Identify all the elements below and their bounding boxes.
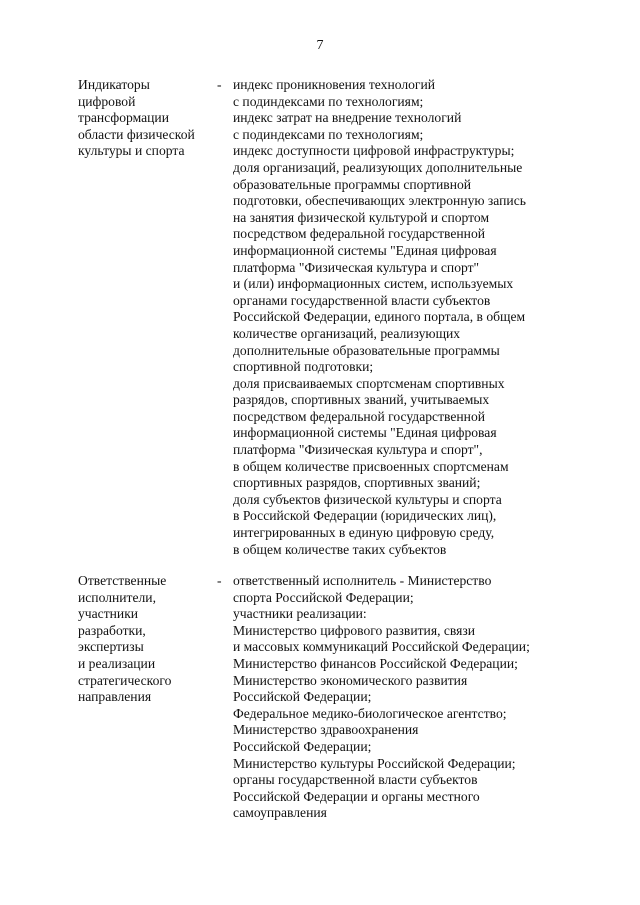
content-line: разрядов, спортивных званий, учитываемых xyxy=(233,392,490,408)
content-line: ответственный исполнитель - Министерство xyxy=(233,573,492,588)
indicators-label xyxy=(78,77,206,160)
content-line: органы государственной власти субъектов xyxy=(233,772,478,788)
content-line: Министерство экономического развития xyxy=(233,672,468,688)
label-line: направления xyxy=(78,689,152,705)
separator-dash: - xyxy=(217,573,222,588)
content-line: индекс затрат на внедрение технологий xyxy=(233,110,462,126)
content-line: индекс доступности цифровой инфраструктуры; xyxy=(233,143,515,159)
content-line: посредством федеральной государственной xyxy=(233,408,486,424)
label-line: участники xyxy=(78,606,139,622)
indicators-content xyxy=(233,77,593,558)
content-line: Министерство финансов Российской Федерации; xyxy=(233,655,518,671)
content-line: образовательные программы спортивной xyxy=(233,176,472,192)
content-line: доля присваиваемых спортсменам спортивных xyxy=(233,375,505,391)
page-number: 7 xyxy=(316,38,324,53)
content-line: посредством федеральной государственной xyxy=(233,226,486,242)
label-line: трансформации xyxy=(78,110,169,126)
content-line: и (или) информационных систем, используемых xyxy=(233,276,514,292)
content-line: с подиндексами по технологиям; xyxy=(233,126,424,142)
content-line: индекс проникновения технологий xyxy=(233,77,436,92)
label-line: области физической xyxy=(78,126,195,142)
content-line: платформа "Физическая культура и спорт" xyxy=(233,259,480,275)
label-line: Индикаторы xyxy=(78,77,150,92)
content-line: спортивной подготовки; xyxy=(233,359,374,375)
content-line: Российской Федерации, единого портала, в общем xyxy=(233,309,526,325)
label-line: разработки, xyxy=(78,622,146,638)
content-line: Министерство здравоохранения xyxy=(233,722,419,738)
content-line: Российской Федерации; xyxy=(233,738,372,754)
content-line: дополнительные образовательные программы xyxy=(233,342,500,358)
content-line: с подиндексами по технологиям; xyxy=(233,93,424,109)
responsible-content xyxy=(233,573,593,822)
content-line: в общем количестве таких субъектов xyxy=(233,541,447,557)
content-line: платформа "Физическая культура и спорт", xyxy=(233,442,483,458)
content-line: Российской Федерации и органы местного xyxy=(233,788,480,804)
content-line: и массовых коммуникаций Российской Федерации; xyxy=(233,639,530,655)
responsible-label xyxy=(78,573,206,706)
label-line: и реализации xyxy=(78,655,156,671)
content-line: Министерство культуры Российской Федерации; xyxy=(233,755,516,771)
content-line: в Российской Федерации (юридических лиц), xyxy=(233,508,497,524)
content-line: количестве организаций, реализующих xyxy=(233,325,461,341)
content-line: спорта Российской Федерации; xyxy=(233,589,414,605)
content-line: спортивных разрядов, спортивных званий; xyxy=(233,475,481,491)
content-line: Федеральное медико-биологическое агентство; xyxy=(233,705,507,721)
content-line: подготовки, обеспечивающих электронную запись xyxy=(233,193,526,209)
label-line: исполнители, xyxy=(78,589,156,605)
content-line: в общем количестве присвоенных спортсменам xyxy=(233,458,509,474)
separator-dash: - xyxy=(217,77,222,92)
label-line: Ответственные xyxy=(78,573,167,588)
content-line: самоуправления xyxy=(233,805,327,821)
content-line: интегрированных в единую цифровую среду, xyxy=(233,525,495,541)
label-line: цифровой xyxy=(78,93,136,109)
label-line: культуры и спорта xyxy=(78,143,185,159)
content-line: участники реализации: xyxy=(233,606,367,622)
content-line: на занятия физической культурой и спортом xyxy=(233,209,490,225)
content-line: Российской Федерации; xyxy=(233,689,372,705)
label-line: экспертизы xyxy=(78,639,144,655)
content-line: информационной системы "Единая цифровая xyxy=(233,242,497,258)
label-line: стратегического xyxy=(78,672,172,688)
content-line: органами государственной власти субъектов xyxy=(233,292,491,308)
content-line: доля субъектов физической культуры и спорта xyxy=(233,491,502,507)
content-line: доля организаций, реализующих дополнительные xyxy=(233,159,523,175)
content-line: Министерство цифрового развития, связи xyxy=(233,622,476,638)
content-line: информационной системы "Единая цифровая xyxy=(233,425,497,441)
